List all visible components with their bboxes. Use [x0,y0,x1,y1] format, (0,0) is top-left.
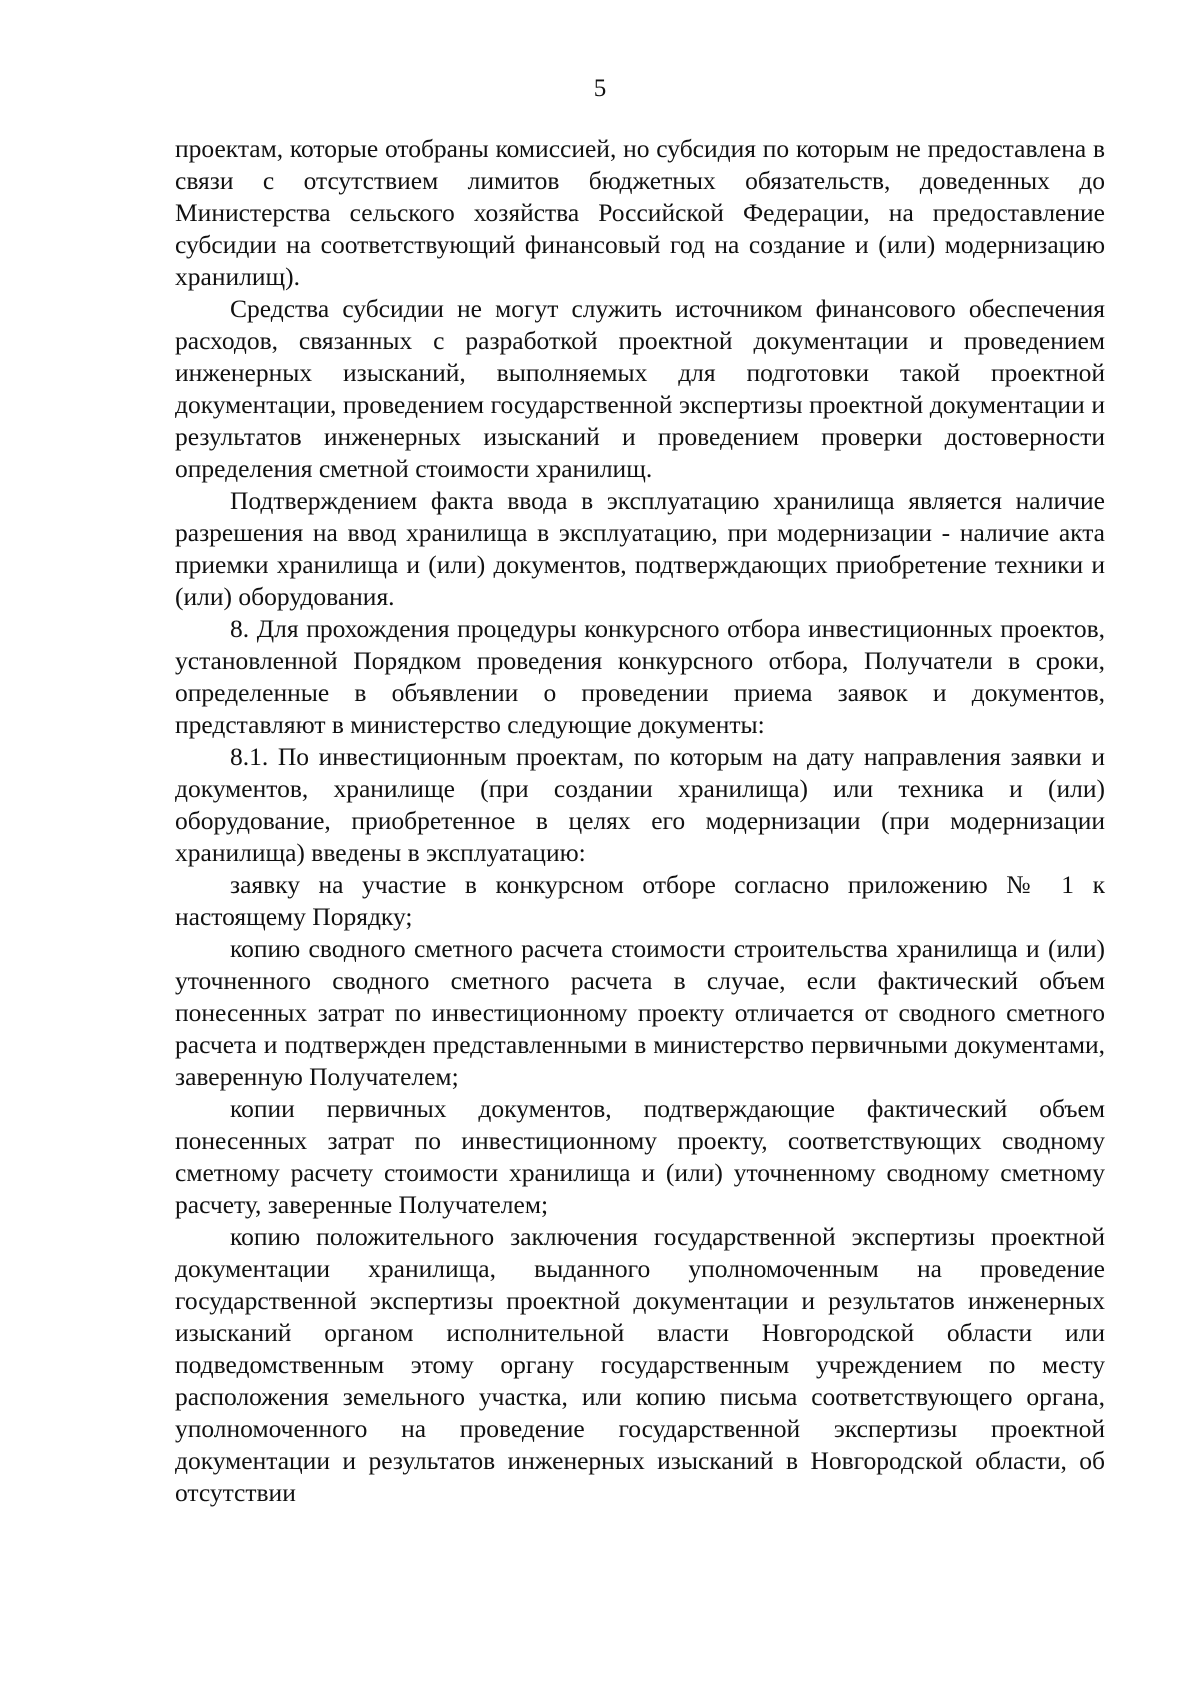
paragraph-estimate-copy: копию сводного сметного расчета стоимости строительства хранилища и (или) уточненного сводного сметного расчета в случае, если фактический объем понесенных затрат по инвестиционному проекту отличается от сводного сметного расчета и подтвержден представленными в министерство первичными документами, заверенную Получателем; [175,934,1105,1091]
paragraph-primary-documents: копии первичных документов, подтверждающие фактический объем понесенных затрат по инвестиционному проекту, соответствующих сводному сметному расчету стоимости хранилища и (или) уточненному сводному сметному расчету, заверенные Получателем; [175,1094,1105,1219]
paragraph-item-8: 8. Для прохождения процедуры конкурсного отбора инвестиционных проектов, установленной Порядком проведения конкурсного отбора, Получатели в сроки, определенные в объявлении о проведении приема заявок и документов, представляют в министерство следующие документы: [175,614,1105,739]
paragraph-subsidy-funds: Средства субсидии не могут служить источником финансового обеспечения расходов, связанных с разработкой проектной документации и проведением инженерных изысканий, выполняемых для подготовки такой проектной документации, проведением государственной экспертизы проектной документации и результатов инженерных изысканий и проведением проверки достоверности определения сметной стоимости хранилищ. [175,294,1105,483]
paragraph-item-8-1: 8.1. По инвестиционным проектам, по которым на дату направления заявки и документов, хранилище (при создании хранилища) или техника и (или) оборудование, приобретенное в целях его модернизации (при модернизации хранилища) введены в эксплуатацию: [175,742,1105,867]
paragraph-continuation: проектам, которые отобраны комиссией, но субсидия по которым не предоставлена в связи с отсутствием лимитов бюджетных обязательств, доведенных до Министерства сельского хозяйства Российской Федерации, на предоставление субсидии на соответствующий финансовый год на создание и (или) модернизацию хранилищ). [175,134,1105,291]
paragraph-commissioning-proof: Подтверждением факта ввода в эксплуатацию хранилища является наличие разрешения на ввод хранилища в эксплуатацию, при модернизации - наличие акта приемки хранилища и (или) документов, подтверждающих приобретение техники и (или) оборудования. [175,486,1105,611]
page-number: 5 [593,75,607,102]
document-body [175,133,1105,1509]
paragraph-expertise-conclusion: копию положительного заключения государственной экспертизы проектной документации хранилища, выданного уполномоченным на проведение государственной экспертизы проектной документации и результатов инженерных изысканий органом исполнительной власти Новгородской области или подведомственным этому органу государственным учреждением по месту расположения земельного участка, или копию письма соответствующего органа, уполномоченного на проведение государственной экспертизы проектной документации и результатов инженерных изысканий в Новгородской области, об отсутствии [175,1222,1105,1507]
paragraph-application: заявку на участие в конкурсном отборе согласно приложению № 1 к настоящему Порядку; [175,870,1105,931]
